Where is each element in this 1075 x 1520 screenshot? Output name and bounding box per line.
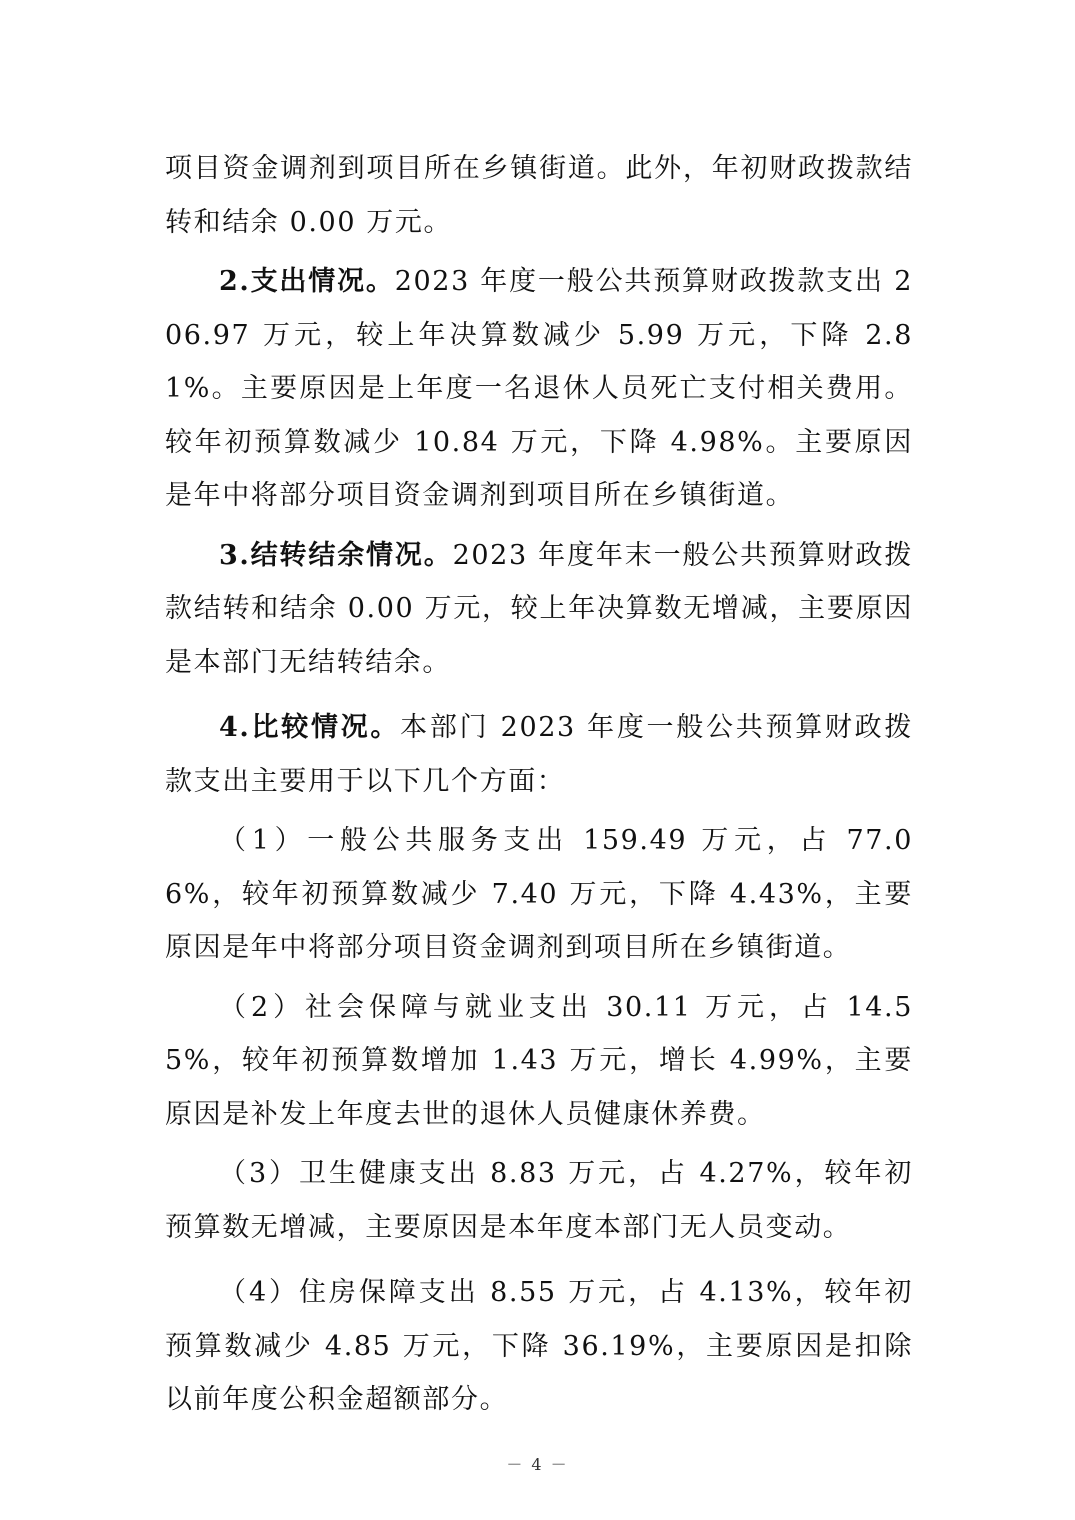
document-body (165, 142, 913, 1427)
paragraph-text: （2）社会保障与就业支出 30.11 万元，占 14.55%，较年初预算数增加 1.43 万元，增长 4.99%，主要原因是补发上年度去世的退休人员健康休养费。 (165, 991, 913, 1130)
paragraph-text: 2023 年度年末一般公共预算财政拨款结转和结余 0.00 万元，较上年决算数无增减，主要原因是本部门无结转结余。 (165, 539, 913, 678)
paragraph-carryover (165, 529, 913, 690)
paragraph-text: 本部门 2023 年度一般公共预算财政拨款支出主要用于以下几个方面： (165, 712, 913, 797)
paragraph-continuation (165, 142, 913, 249)
paragraph-comparison (165, 701, 913, 808)
paragraph-text: （3）卫生健康支出 8.83 万元，占 4.27%，较年初预算数无增减，主要原因是本年度本部门无人员变动。 (165, 1158, 913, 1243)
paragraph-expenditure (165, 255, 913, 523)
list-item-social-security (165, 981, 913, 1142)
paragraph-text: 2023 年度一般公共预算财政拨款支出 206.97 万元，较上年决算数减少 5.99 万元，下降 2.81%。主要原因是上年度一名退休人员死亡支付相关费用。较年初预算数减少 10.84 万元，下降 4.98%。主要原因是年中将部分项目资金调剂到项目所在乡镇街道。 (165, 266, 914, 511)
paragraph-text: （4）住房保障支出 8.55 万元，占 4.13%，较年初预算数减少 4.85 万元，下降 36.19%，主要原因是扣除以前年度公积金超额部分。 (165, 1277, 913, 1415)
paragraph-text: 项目资金调剂到项目所在乡镇街道。此外，年初财政拨款结转和结余 0.00 万元。 (165, 153, 913, 238)
list-item-general-public-services (165, 814, 913, 975)
section-heading: 2.支出情况。 (219, 266, 395, 297)
list-item-health (165, 1147, 913, 1254)
paragraph-text: （1）一般公共服务支出 159.49 万元，占 77.06%，较年初预算数减少 7.40 万元，下降 4.43%，主要原因是年中将部分项目资金调剂到项目所在乡镇街道。 (165, 825, 913, 963)
list-item-housing (165, 1266, 913, 1427)
section-heading: 4.比较情况。 (219, 712, 401, 743)
section-heading: 3.结转结余情况。 (219, 539, 453, 571)
page-number: － 4 － (506, 1455, 569, 1474)
